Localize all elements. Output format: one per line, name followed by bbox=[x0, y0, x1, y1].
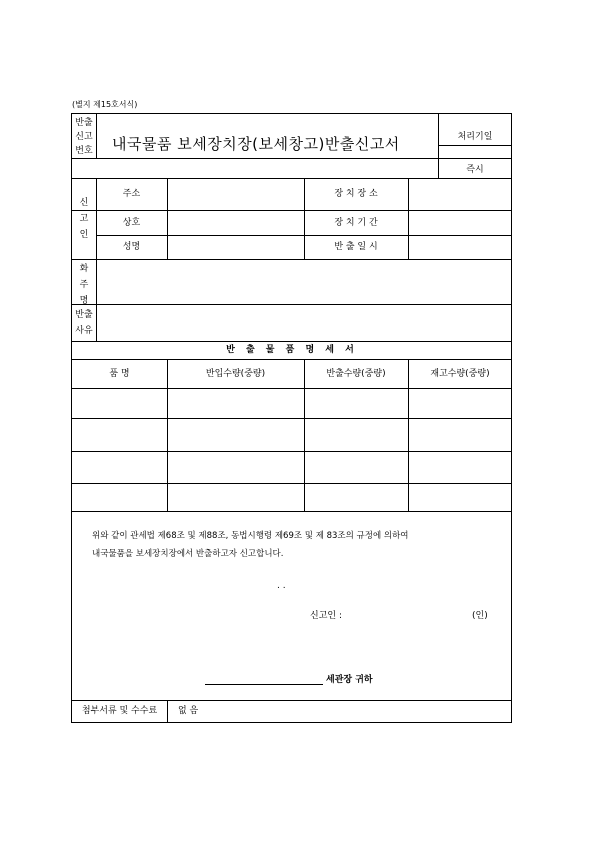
declaration-number-label: 반출 신고 번호 bbox=[75, 118, 93, 156]
attachments-value: 없 음 bbox=[178, 706, 199, 716]
customs-office-line bbox=[205, 684, 323, 685]
storage-place-label: 장 치 장 소 bbox=[334, 189, 378, 199]
rule bbox=[72, 511, 512, 512]
form-title: 내국물품 보세장치장(보세창고)반출신고서 bbox=[112, 135, 400, 153]
column-header-item-name: 품 명 bbox=[109, 369, 130, 379]
rule bbox=[72, 158, 512, 159]
address-label: 주소 bbox=[122, 189, 141, 199]
attachments-label: 첨부서류 및 수수료 bbox=[81, 706, 158, 716]
business-name-label: 상호 bbox=[122, 218, 141, 228]
declarant-signature-label: 신고인 : bbox=[310, 611, 342, 621]
rule bbox=[72, 304, 512, 305]
rule bbox=[167, 700, 168, 723]
rule bbox=[438, 145, 512, 146]
processing-period-value: 즉시 bbox=[466, 165, 484, 175]
rule bbox=[72, 451, 512, 452]
release-date-label: 반 출 일 시 bbox=[334, 242, 378, 252]
rule bbox=[96, 259, 97, 341]
rule bbox=[72, 700, 512, 701]
release-reason-label: 반출 사유 bbox=[75, 310, 93, 336]
declaration-date: . . bbox=[277, 581, 286, 591]
storage-period-label: 장 치 기 간 bbox=[334, 218, 378, 228]
rule bbox=[96, 114, 97, 158]
rule bbox=[408, 359, 409, 511]
rule bbox=[72, 259, 512, 260]
rule bbox=[167, 178, 168, 259]
rule bbox=[72, 210, 512, 211]
rule bbox=[304, 359, 305, 511]
form-number: (별지 제15호서식) bbox=[72, 100, 138, 109]
items-section-title: 반 출 물 품 명 세 서 bbox=[226, 345, 358, 355]
declarant-section-label: 신 고 인 bbox=[79, 198, 89, 240]
rule bbox=[72, 341, 512, 342]
rule bbox=[72, 178, 512, 179]
owner-label: 화 주 명 bbox=[79, 264, 89, 306]
rule bbox=[72, 388, 512, 389]
name-label: 성명 bbox=[122, 242, 141, 252]
addressee: 세관장 귀하 bbox=[326, 675, 373, 685]
rule bbox=[167, 359, 168, 511]
declaration-statement: 위와 같이 관세법 제68조 및 제88조, 동법시행령 제69조 및 제 83조의 규정에 의하여 내국물품을 보세장치장에서 반출하고자 신고합니다. bbox=[92, 531, 409, 559]
processing-period-label: 처리기일 bbox=[457, 132, 493, 142]
seal-mark: (인) bbox=[472, 611, 488, 621]
rule bbox=[72, 483, 512, 484]
column-header-quantity-stock: 재고수량(중량) bbox=[430, 369, 490, 379]
column-header-quantity-in: 반입수량(중량) bbox=[205, 369, 266, 379]
form-table bbox=[71, 113, 512, 723]
rule bbox=[72, 418, 512, 419]
column-header-quantity-out: 반출수량(중량) bbox=[326, 369, 386, 379]
rule bbox=[72, 359, 512, 360]
rule bbox=[408, 178, 409, 259]
